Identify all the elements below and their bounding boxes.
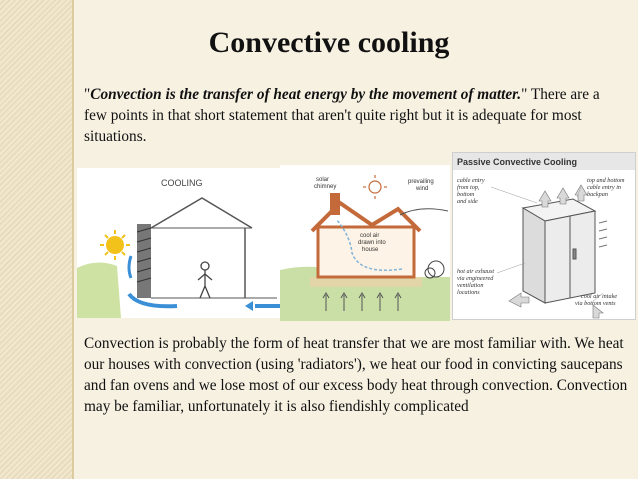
wind-label-1: prevailing bbox=[408, 179, 434, 185]
intro-rest: There are a few points in that short statement that aren't quite right but it is adequate for most situations. bbox=[84, 86, 600, 145]
cool-intake-1: cool air intake bbox=[581, 293, 618, 300]
solar-chimney-label-1: solar bbox=[316, 177, 330, 183]
cable-entry-1: cable entry bbox=[457, 177, 485, 184]
solar-chimney bbox=[330, 193, 340, 215]
cooling-label: COOLING bbox=[161, 178, 203, 188]
quote-close: " bbox=[521, 86, 528, 103]
hot-air-1: hot air exhaust bbox=[457, 268, 495, 275]
top-bottom-1: top and bottom bbox=[587, 177, 625, 184]
solar-chimney-diagram bbox=[280, 165, 450, 321]
intro-paragraph bbox=[84, 84, 624, 147]
cool-air-label-1: cool air bbox=[360, 233, 380, 239]
passive-cooling-title: Passive Convective Cooling bbox=[457, 157, 578, 167]
hot-air-4: locations bbox=[457, 289, 480, 296]
band-edge bbox=[72, 0, 74, 479]
cabinet-illustration bbox=[523, 199, 595, 303]
hot-air-3: ventilation bbox=[457, 282, 484, 289]
top-bottom-2: cable entry in bbox=[587, 184, 622, 191]
cable-entry-3: bottom bbox=[457, 191, 475, 198]
passive-cooling-diagram bbox=[452, 152, 636, 320]
definition-quote: Convection is the transfer of heat energy by the movement of matter. bbox=[90, 86, 522, 103]
cool-intake-2: via bottom vents bbox=[575, 300, 616, 307]
cool-air-label-2: drawn into bbox=[358, 240, 386, 246]
top-bottom-3: backpan bbox=[587, 191, 608, 198]
body-paragraph: Convection is probably the form of heat transfer that we are most familiar with. We heat our houses with convection (using 'radiators'), we heat our food in convicting saucepans and fan ovens and we lose most of our excess body heat through convection. Convection may be familiar, unfortunately it is also fiendishly complicated bbox=[84, 335, 628, 415]
cooling-house-sketch bbox=[77, 168, 289, 318]
side-vents bbox=[599, 221, 607, 247]
solar-chimney-label-2: chimney bbox=[314, 184, 337, 190]
quote-open: " bbox=[84, 86, 91, 103]
wind-label-2: wind bbox=[416, 186, 429, 192]
cable-entry-2: from top, bbox=[457, 184, 480, 191]
slide-title: Convective cooling bbox=[208, 26, 450, 59]
left-decorative-band bbox=[0, 0, 72, 479]
hot-air-2: via engineered bbox=[457, 275, 494, 282]
cable-entry-4: and side bbox=[457, 198, 478, 205]
grass-patch bbox=[77, 262, 121, 318]
cool-air-label-3: house bbox=[362, 247, 379, 253]
